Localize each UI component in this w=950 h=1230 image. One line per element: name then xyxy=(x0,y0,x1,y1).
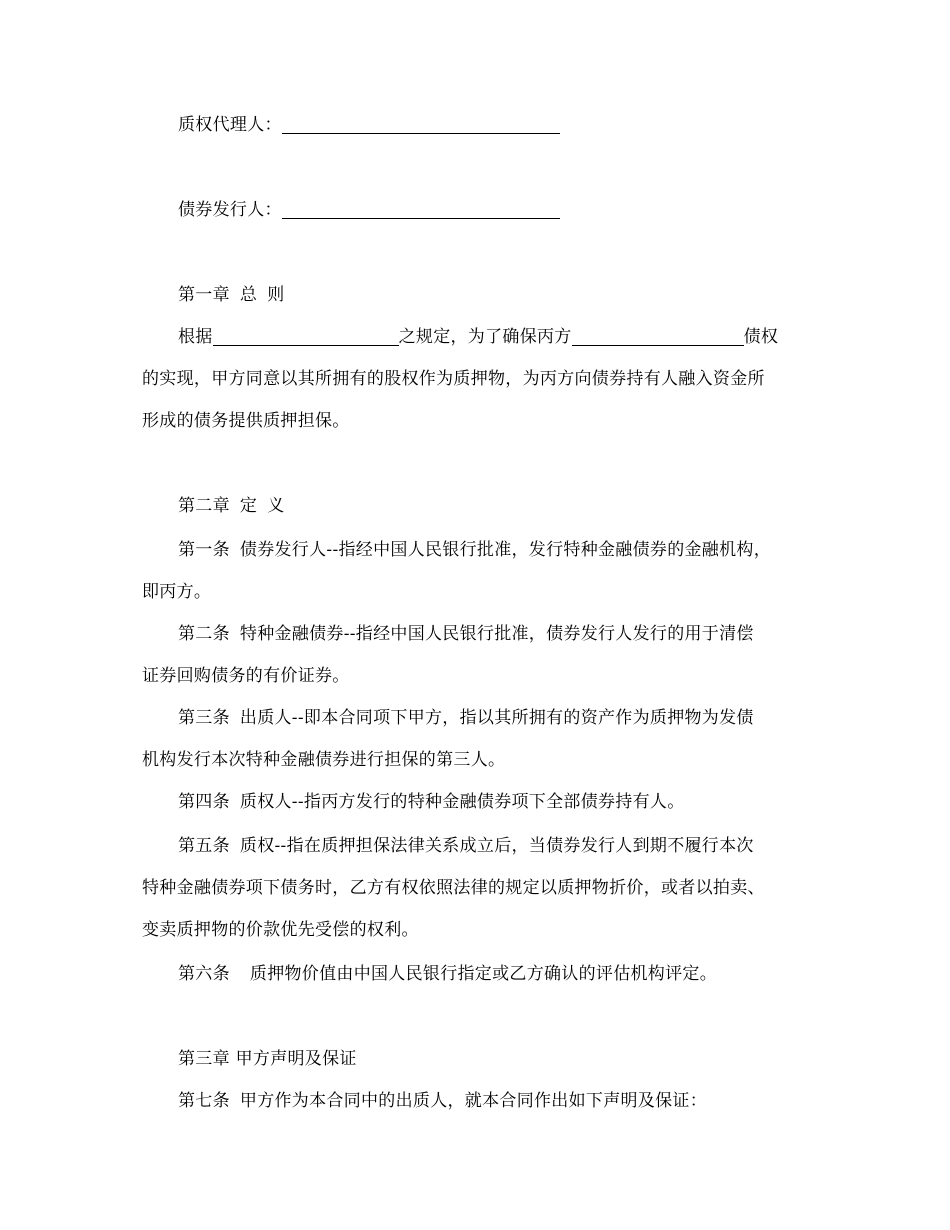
bond-issuer-label: 债券发行人： xyxy=(178,200,282,220)
text: 根据 xyxy=(178,327,213,347)
article-number: 第四条 xyxy=(178,792,230,812)
article2-line1 xyxy=(178,622,878,646)
creditor-blank xyxy=(572,327,744,346)
article7-line1 xyxy=(178,1089,878,1113)
article1-line1 xyxy=(178,538,878,562)
chapter2-heading xyxy=(178,494,878,518)
chapter1-number: 第一章 xyxy=(178,285,230,305)
article5-line2: 特种金融债券项下债务时，乙方有权依照法律的规定以质押物折价，或者以拍卖、 xyxy=(142,878,765,898)
article5-line1 xyxy=(178,834,878,858)
pledge-agent-label: 质权代理人： xyxy=(178,115,282,135)
chapter2-title-char2: 义 xyxy=(267,496,285,516)
article-number: 第二条 xyxy=(178,624,230,644)
text: 出质人--即本合同项下甲方，指以其所拥有的资产作为质押物为发债 xyxy=(239,708,754,728)
text: 债券发行人--指经中国人民银行批准，发行特种金融债券的金融机构， xyxy=(239,540,771,560)
chapter1-para-line3: 形成的债务提供质押担保。 xyxy=(142,411,350,431)
text: 质权--指在质押担保法律关系成立后，当债券发行人到期不履行本次 xyxy=(239,836,754,856)
article2-line2: 证券回购债务的有价证券。 xyxy=(142,666,350,686)
chapter1-para-line2: 的实现，甲方同意以其所拥有的股权作为质押物，为丙方向债券持有人融入资金所 xyxy=(142,369,765,389)
bond-issuer-blank xyxy=(282,200,560,219)
article-number: 第七条 xyxy=(178,1091,230,1111)
chapter2-number: 第二章 xyxy=(178,496,230,516)
text: 特种金融债券--指经中国人民银行批准，债券发行人发行的用于清偿 xyxy=(239,624,754,644)
chapter1-title-char1: 总 xyxy=(239,285,258,305)
article3-line2: 机构发行本次特种金融债券进行担保的第三人。 xyxy=(142,750,506,770)
article6-line1 xyxy=(178,962,878,986)
text: 债权 xyxy=(743,327,779,347)
pledge-agent-blank xyxy=(282,115,560,134)
chapter2-title-char1: 定 xyxy=(239,496,258,516)
article5-line3: 变卖质押物的价款优先受偿的权利。 xyxy=(142,920,419,940)
article-number: 第三条 xyxy=(178,708,230,728)
article-number: 第五条 xyxy=(178,836,230,856)
chapter1-para-line1 xyxy=(178,325,878,349)
chapter1-heading xyxy=(178,283,878,307)
chapter3-heading: 第三章 甲方声明及保证 xyxy=(178,1049,357,1069)
bond-issuer-line xyxy=(178,198,878,222)
article-number: 第一条 xyxy=(178,540,230,560)
article-number: 第六条 xyxy=(178,964,230,984)
chapter1-title-char2: 则 xyxy=(267,285,285,305)
text: 甲方作为本合同中的出质人，就本合同作出如下声明及保证： xyxy=(239,1091,708,1111)
text: 之规定，为了确保丙方 xyxy=(398,327,572,347)
article1-line2: 即丙方。 xyxy=(142,582,212,602)
law-blank xyxy=(213,327,399,346)
article4-line1 xyxy=(178,790,878,814)
text: 质权人--指丙方发行的特种金融债券项下全部债券持有人。 xyxy=(239,792,685,812)
pledge-agent-line xyxy=(178,113,878,137)
article3-line1 xyxy=(178,706,878,730)
text: 质押物价值由中国人民银行指定或乙方确认的评估机构评定。 xyxy=(249,964,718,984)
